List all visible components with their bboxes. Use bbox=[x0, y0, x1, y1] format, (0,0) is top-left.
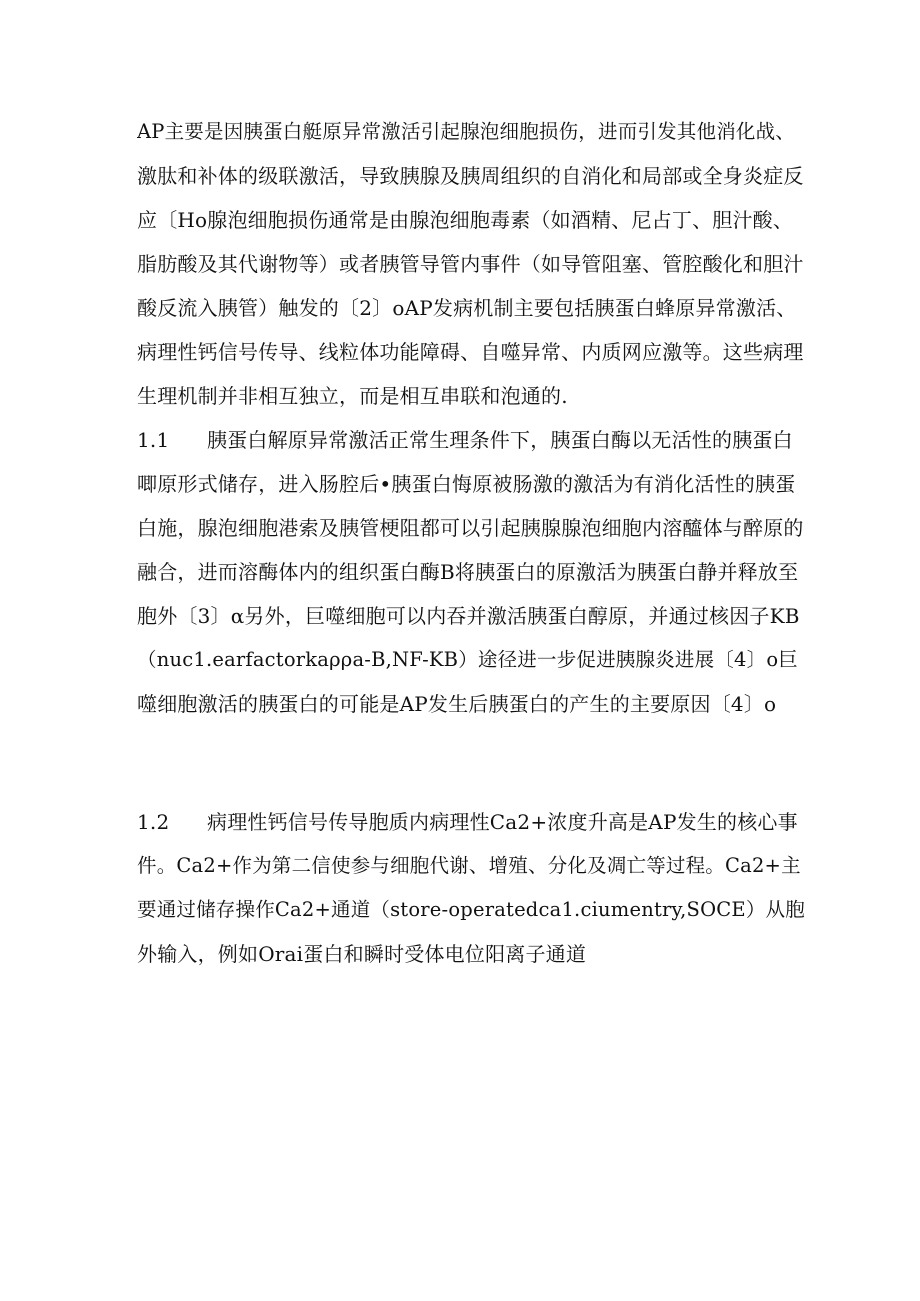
text-line: 病理性钙信号传导、线粒体功能障碍、自噬异常、内质网应激等。这些病理 bbox=[137, 340, 804, 364]
text-line: 病理性钙信号传导胞质内病理性Ca2+浓度升高是AP发生的核心事 bbox=[207, 810, 798, 834]
text-line: 外输入，例如Orai蛋白和瞬时受体电位阳离子通道 bbox=[137, 942, 587, 966]
text-line: 唧原形式储存，进入肠腔后•胰蛋白悔原被肠激的激活为有消化活性的胰蛋 bbox=[137, 472, 796, 496]
text-line: 件。Ca2+作为第二信使参与细胞代谢、增殖、分化及凋亡等过程。Ca2+主 bbox=[137, 854, 801, 877]
text-line: AP主要是因胰蛋白艇原异常激活引起腺泡细胞损伤，进而引发其他消化战、 bbox=[137, 120, 796, 143]
text-line: 要通过储存操作Ca2+通道（store-operatedca1.ciumentry,SOCE）从胞 bbox=[137, 898, 805, 921]
text-line: 胞外〔3〕α另外，巨噬细胞可以内吞并激活胰蛋白醇原，并通过核因子KB bbox=[137, 604, 800, 628]
text-line: 噬细胞激活的胰蛋白的可能是AP发生后胰蛋白的产生的主要原因〔4〕o bbox=[137, 692, 777, 716]
section-heading-line bbox=[137, 422, 805, 458]
text-line: 酸反流入胰管）触发的〔2〕oAP发病机制主要包括胰蛋白蜂原异常激活、 bbox=[137, 296, 797, 320]
text-line: 激肽和补体的级联激活，导致胰腺及胰周组织的自消化和局部或全身炎症反 bbox=[137, 164, 804, 188]
text-line: 脂肪酸及其代谢物等）或者胰管导管内事件（如导管阻塞、管腔酸化和胆汁 bbox=[137, 252, 804, 276]
text-line: 胰蛋白解原异常激活正常生理条件下，胰蛋白酶以无活性的胰蛋白 bbox=[207, 428, 793, 452]
section-number: 1.1 bbox=[137, 428, 170, 452]
text-line: 生理机制并非相互独立，而是相互串联和泡通的. bbox=[137, 384, 568, 408]
text-line: 应〔Ho腺泡细胞损伤通常是由腺泡细胞毒素（如酒精、尼占丁、胆汁酸、 bbox=[137, 208, 794, 232]
text-line: 白施，腺泡细胞港索及胰管梗阻都可以引起胰腺腺泡细胞内溶醯体与醉原的 bbox=[137, 516, 804, 540]
text-line: 融合，进而溶酶体内的组织蛋白酶B将胰蛋白的原激活为胰蛋白静并释放至 bbox=[137, 560, 799, 584]
text-line: （nuc1.earfactorkaρρa-B,NF-KB）途径进一步促进胰腺炎进展〔4〕o巨 bbox=[137, 648, 798, 671]
section-number: 1.2 bbox=[137, 810, 170, 834]
section-heading-line bbox=[137, 804, 805, 840]
